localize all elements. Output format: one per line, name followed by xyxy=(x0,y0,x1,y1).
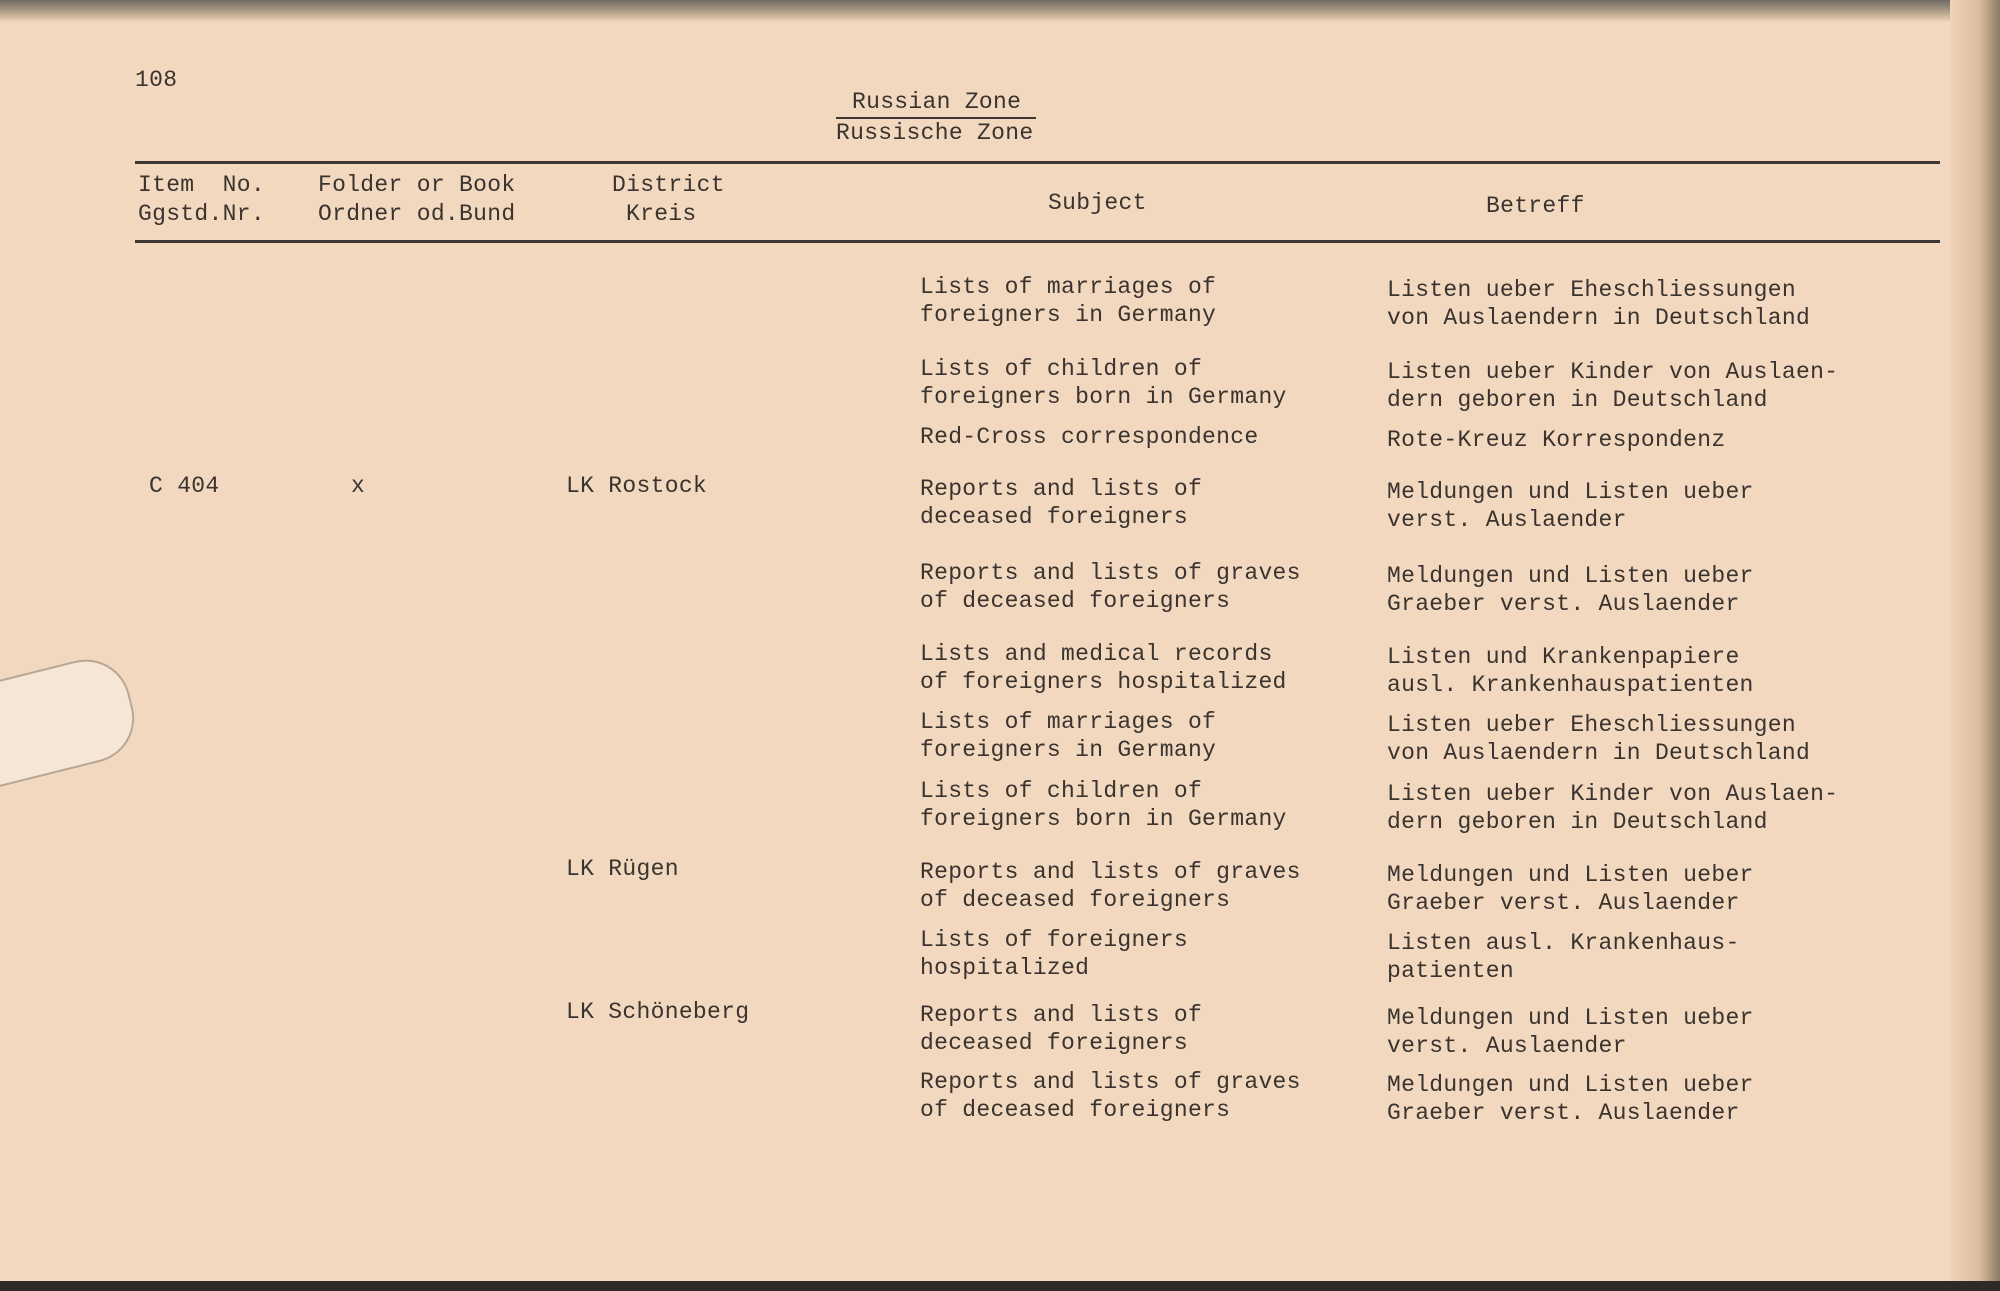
page-clip xyxy=(0,650,144,798)
row-betreff: Listen ueber Eheschliessungen von Auslaendern in Deutschland xyxy=(1387,277,1811,331)
row-subject: Lists of marriages of foreigners in Germany xyxy=(920,709,1217,763)
row-subject: Lists of marriages of foreigners in Germany xyxy=(920,274,1217,328)
title-english: Russian Zone xyxy=(852,89,1022,115)
row-subject: Reports and lists of graves of deceased foreigners xyxy=(920,560,1301,614)
row-subject: Reports and lists of graves of deceased foreigners xyxy=(920,859,1301,913)
row-betreff: Rote-Kreuz Korrespondenz xyxy=(1387,427,1726,453)
header-item-de: Ggstd.Nr. xyxy=(138,201,265,227)
row-item: C 404 xyxy=(149,473,220,499)
page-right-edge xyxy=(1950,0,2000,1291)
row-subject: Reports and lists of deceased foreigners xyxy=(920,1002,1203,1056)
row-betreff: Meldungen und Listen ueber verst. Auslaender xyxy=(1387,1005,1754,1059)
header-folder-en: Folder or Book xyxy=(318,172,516,198)
header-district-de: Kreis xyxy=(626,201,697,227)
row-folder: x xyxy=(351,473,366,499)
row-betreff: Meldungen und Listen ueber verst. Auslaender xyxy=(1387,479,1754,533)
row-subject: Lists and medical records of foreigners hospitalized xyxy=(920,641,1287,695)
row-district: LK Rügen xyxy=(566,856,679,882)
page-top-edge xyxy=(0,0,2000,22)
row-subject: Reports and lists of graves of deceased foreigners xyxy=(920,1069,1301,1123)
row-subject: Red-Cross correspondence xyxy=(920,424,1259,450)
row-betreff: Meldungen und Listen ueber Graeber verst. Auslaender xyxy=(1387,862,1754,916)
row-district: LK Schöneberg xyxy=(566,999,750,1025)
title-german: Russische Zone xyxy=(836,120,1034,146)
row-betreff: Meldungen und Listen ueber Graeber verst. Auslaender xyxy=(1387,563,1754,617)
header-betreff: Betreff xyxy=(1486,193,1585,219)
row-subject: Lists of children of foreigners born in Germany xyxy=(920,778,1287,832)
header-top-rule xyxy=(135,161,1940,164)
row-betreff: Meldungen und Listen ueber Graeber verst. Auslaender xyxy=(1387,1072,1754,1126)
row-betreff: Listen ueber Kinder von Auslaen- dern geboren in Deutschland xyxy=(1387,359,1839,413)
row-subject: Lists of children of foreigners born in Germany xyxy=(920,356,1287,410)
row-subject: Lists of foreigners hospitalized xyxy=(920,927,1188,981)
header-subject: Subject xyxy=(1048,190,1147,216)
row-betreff: Listen ueber Eheschliessungen von Auslaendern in Deutschland xyxy=(1387,712,1811,766)
row-betreff: Listen ausl. Krankenhaus- patienten xyxy=(1387,930,1740,984)
page-number: 108 xyxy=(135,67,178,93)
row-subject: Reports and lists of deceased foreigners xyxy=(920,476,1203,530)
row-district: LK Rostock xyxy=(566,473,708,499)
row-betreff: Listen und Krankenpapiere ausl. Krankenhauspatienten xyxy=(1387,644,1754,698)
page-bottom-edge xyxy=(0,1281,2000,1291)
row-betreff: Listen ueber Kinder von Auslaen- dern geboren in Deutschland xyxy=(1387,781,1839,835)
header-district-en: District xyxy=(612,172,725,198)
header-folder-de: Ordner od.Bund xyxy=(318,201,516,227)
header-item-en: Item No. xyxy=(138,172,265,198)
header-bottom-rule xyxy=(135,240,1940,243)
